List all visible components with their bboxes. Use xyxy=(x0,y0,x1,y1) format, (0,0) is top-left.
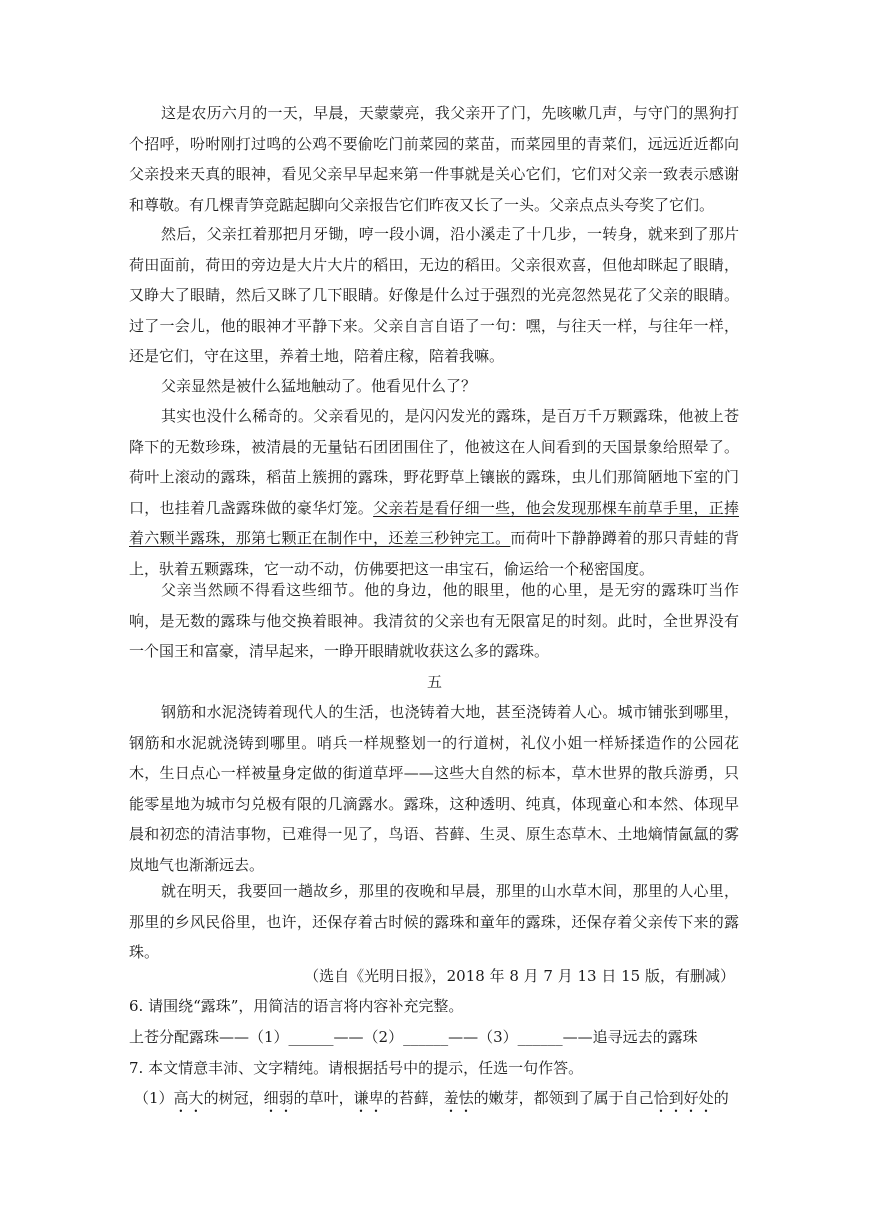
paragraph-4-part-a: 其实也没什么稀奇的。父亲看见的，是闪闪发光的露珠，是百万千万颗露珠，他被上苍降下的无数珍珠，被清晨的无量钻石团团围住了，他被这在人间看到的天国景象给照晕了。荷叶上滚动的露珠，稻苗上簇拥的露珠，野花野草上镶嵌的露珠，虫儿们那简陋地下室的门口，也挂着几盏露珠做的豪华灯笼。 xyxy=(129,407,739,517)
question-6: 6. 请围绕“露珠”，用简洁的语言将内容补充完整。 xyxy=(129,997,464,1015)
paragraph-5: 父亲当然顾不得看这些细节。他的身边，他的眼里，他的心里，是无穷的露珠叮当作响，是无数的露珠与他交换着眼神。我清贫的父亲也有无限富足的时刻。此时，全世界没有一个国王和富豪，清早起来，一睁开眼睛就收获这么多的露珠。 xyxy=(129,581,739,660)
sentence-text: 的苔藓， xyxy=(383,1089,444,1107)
question-7-sentence xyxy=(174,1089,729,1107)
paragraph-2: 然后，父亲扛着那把月牙锄，哼一段小调，沿小溪走了十几步，一转身，就来到了那片荷田面前，荷田的旁边是大片大片的稻田，无边的稻田。父亲很欢喜，但他却眯起了眼睛，又睁大了眼睛，然后又眯了几下眼睛。好像是什么过于强烈的光亮忽然晃花了父亲的眼睛。过了一会儿，他的眼神才平静下来。父亲自言自语了一句：嘿，与往天一样，与往年一样，还是它们，守在这里，养着土地，陪着庄稼，陪着我嘛。 xyxy=(129,225,739,365)
question-7: 7. 本文情意丰沛、文字精纯。请根据括号中的提示，任选一句作答。 xyxy=(129,1059,584,1077)
sentence-text: 的草叶， xyxy=(293,1089,354,1107)
emphasized-word: 高大 xyxy=(173,1089,204,1107)
paragraph-6: 钢筋和水泥浇铸着现代人的生活，也浇铸着大地，甚至浇铸着人心。城市铺张到哪里，钢筋和水泥就浇铸到哪里。哨兵一样规整划一的行道树，礼仪小姐一样矫揉造作的公园花木，生日点心一样被量身定做的街道草坪——这些大自然的标本，草木世界的散兵游勇，只能零星地为城市匀兑极有限的几滴露水。露珠，这种透明、纯真，体现童心和本然、体现早晨和初恋的清洁事物，已难得一见了，鸟语、苔藓、生灵、原生态草木、土地熵情氤氲的雾岚地气也渐渐远去。 xyxy=(129,703,739,874)
paragraph-4-part-b: 而荷叶下静静蹲着的那只青蛙的背上，驮着五颗露珠，它一动不动，仿佛要把这一串宝石，偷运给一个秘密国度。 xyxy=(129,529,739,578)
emphasized-word: 细弱 xyxy=(263,1089,294,1107)
sentence-text: 的嫩芽，都领到了属于自己 xyxy=(473,1089,654,1107)
source-citation: （选自《光明日报》，2018 年 8 月 7 月 13 日 15 版，有删减） xyxy=(304,967,735,985)
item-number: （1） xyxy=(134,1089,174,1107)
emphasized-word: 羞怯 xyxy=(443,1089,474,1107)
sentence-text: 的树冠， xyxy=(203,1089,264,1107)
underlined-sentence: 父亲若是看仔细一些，他会发现那棵车前草手里，正捧着六颗半露珠，那第七颗正在制作中，还差三秒钟完工。 xyxy=(129,498,739,547)
paragraph-7: 就在明天，我要回一趟故乡，那里的夜晚和早晨，那里的山水草木间，那里的人心里，那里的乡风民俗里，也许，还保存着古时候的露珠和童年的露珠，还保存着父亲传下来的露珠。 xyxy=(129,882,739,961)
emphasized-word: 恰到好处 xyxy=(653,1089,714,1107)
question-6-fill-in: 上苍分配露珠——（1）______——（2）______——（3）______——追寻远去的露珠 xyxy=(129,1028,698,1046)
question-7-item-1 xyxy=(134,1086,729,1116)
emphasized-word: 谦卑 xyxy=(353,1089,384,1107)
paragraph-4 xyxy=(129,401,739,584)
paragraph-1: 这是农历六月的一天，早晨，天蒙蒙亮，我父亲开了门，先咳嗽几声，与守门的黑狗打个招呼，吩咐刚打过鸣的公鸡不要偷吃门前菜园的菜苗，而菜园里的青菜们，远远近近都向父亲投来天真的眼神，看见父亲早早起来第一件事就是关心它们，它们对父亲一致表示感谢和尊敬。有几棵青笋竞踮起脚向父亲报告它们昨夜又长了一头。父亲点点头夸奖了它们。 xyxy=(129,104,739,214)
section-heading: 五 xyxy=(426,673,442,691)
paragraph-3: 父亲显然是被什么猛地触动了。他看见什么了？ xyxy=(161,377,477,395)
sentence-text: 的 xyxy=(713,1089,729,1107)
